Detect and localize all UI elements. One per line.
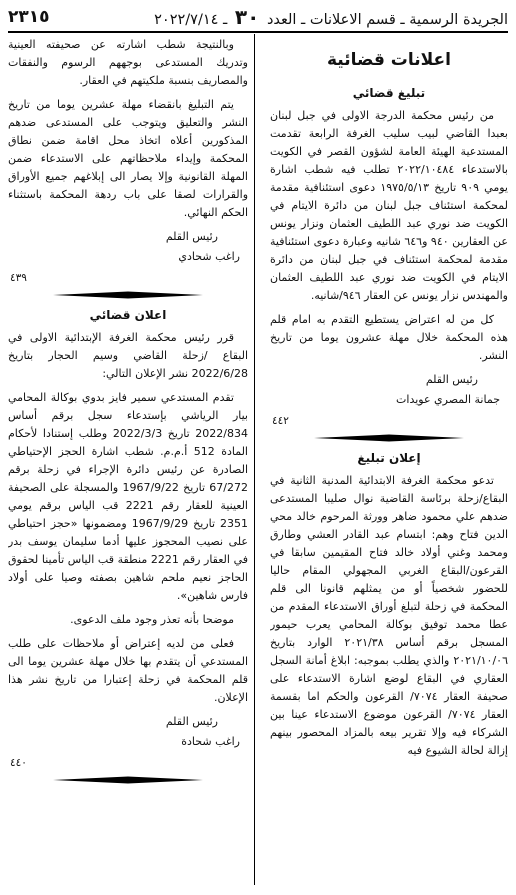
- signature-label: رئيس القلم: [165, 715, 218, 728]
- column-divider: [254, 34, 255, 885]
- issue-date: ـ ٢٠٢٢/٧/١٤: [154, 12, 228, 28]
- notice-title: تبليغ قضائي: [352, 86, 426, 100]
- notice-paragraph: من رئيس محكمة الدرجة الاولى في جبل لبنان بعبدا القاضي لبيب سليب الغرفة الرابعة تقدمت المستدعية الهيئة العامة لشؤون القصر في الكويت بالاستدعاء ٢٠٢٢/١٠٤٨٤ تطلب فيه شطب اشارة يومي ٩٠٩ تاريخ ١٩٧٥/٥/١٣ دعوى استئنافية مقدمة لمحكمة استئناف جبل لبنان من دائرة الايتام في الكويت ضد نوري عبد اللطيف العثمان ونزار يونس عن العقارين ٩٤٠ و٦٤٦ شانيه وعبارة دعوى استئنافية مقدمة لمحكمة استئناف في جبل لبنان من دائرة الايتام في الكويت ضد نوري عبد اللطيف العثمان والمهندس نزار يونس عن العقار ٩٤٦/شانيه.: [270, 109, 508, 302]
- signature-name: راغب شحادي: [178, 250, 240, 263]
- notice-reference: ٤٣٩: [10, 272, 27, 284]
- ornament-divider: [8, 775, 248, 785]
- ornament-divider: [8, 290, 248, 300]
- notice-paragraph: موضحا بأنه تعذر وجود ملف الدعوى.: [70, 613, 234, 626]
- running-title: [154, 5, 508, 29]
- notice-paragraph: يتم التبليغ بانقضاء مهلة عشرين يوما من تاريخ النشر والتعليق ويتوجب على المستدعى ضدهم المذكورين أعلاه اتخاذ محل اقامة ضمن نطاق المحكمة وإيداء ملاحظاتهم على الاستدعاء ضمن المهلة القانونية وإلا يصار الى إبلاغهم جميع الأوراق والقرارات لصقا على باب ردهة المحكمة باستثناء الحكم النهائي.: [8, 98, 248, 219]
- notice-paragraph: تدعو محكمة الغرفة الابتدائية المدنية الثانية في البقاع/زحلة برئاسة القاضية نوال صليبا المستدعى ضدهم علي محمود ضاهر وورثة المرحوم خالد محي الدين فتاح وهم: ابتسام عبد القادر العشي وطارق ومحمد وغني أولاد خالد فتاح المقيمين سابقا في القرعون/البقاع الغربي المجهولي المقام حاليا للحضور شخصياً أو من يمثلهم قانونا الى قلم المحكمة في زحلة لتبلغ أوراق الاستدعاء المقدم من عطا محمد توفيق بوكالة المحامي يعرب حيمور المسجل برقم أساس ٢٠٢١/٣٨ الوارد بتاريخ ٢٠٢١/١٠/٠٦ والذي يطلب بموجبه: ابلاغ أمانة السجل العقاري في البقاع لوضع اشارة الاستدعاء على صحيفة العقار ٧٠٧٤/ القرعون والحكم اما بقسمة العقار ٧٠٧٤/ القرعون موضوع الاستدعاء عينا بين الشركاء فيه وإلا تقرير بيعه بالمزاد المحصور بينهم إزالة لحالة الشيوع فيه: [270, 474, 508, 757]
- signature-name: راغب شحادة: [181, 735, 240, 748]
- notice-title: إعلان تبليغ: [357, 451, 421, 465]
- issue-number: ٣٠: [234, 5, 260, 29]
- page-number: ٢٣١٥: [8, 7, 50, 27]
- notice-paragraph: قرر رئيس محكمة الغرفة الإبتدائية الاولى في البقاع /زحلة القاضي وسيم الحجار بتاريخ 2022/6/28 نشر الإعلان التالي:: [8, 331, 248, 380]
- right-column: [270, 36, 508, 889]
- running-title-text: الجريدة الرسمية ـ قسم الاعلانات ـ العدد: [266, 12, 508, 28]
- notice-paragraph: تقدم المستدعي سمير فايز بدوي بوكالة المحامي بيار الرياشي بإستدعاء سجل برقم أساس 2022/834 تاريخ 2022/3/3 وطلب إستنادا لأحكام المادة 512 أ.م.م. شطب اشارة الحجز الإحتياطي الصادرة عن رئيس دائرة الإجراء في زحلة برقم 67/272 تاريخ 1967/9/22 والمسجلة على الصحيفة العينية للعقار رقم 2221 قب الياس برقم يومي 2351 تاريخ 1967/9/29 ومضمونها «حجز احتياطي على نصيب المحجوز عليها أدما سليمان يوسف بدر في العقار رقم 2221 منطقة قب الياس تأمينا لحقوق الحاجز نعيم ملحم شاهين بصفته وصيا على أولاد فارس شاهين».: [8, 391, 248, 602]
- notice-paragraph: وبالنتيجة شطب اشارته عن صحيفته العينية وتدريك المستدعى بوجههم الرسوم والنفقات والمصاريف بنسبة ملكيتهم في العقار.: [8, 38, 248, 87]
- notice-paragraph: فعلى من لديه إعتراض أو ملاحظات على طلب المستدعي أن يتقدم بها خلال مهلة عشرين يوما الى قلم المحكمة في زحلة إعتبارا من تاريخ نشر هذا الإعلان.: [8, 637, 248, 704]
- signature-label: رئيس القلم: [425, 373, 478, 386]
- page-title: اعلانات قضائية: [326, 50, 451, 70]
- left-column: [8, 36, 248, 889]
- header-rule: [8, 31, 508, 33]
- ornament-divider: [270, 433, 508, 443]
- signature-label: رئيس القلم: [165, 230, 218, 243]
- page-header: [8, 6, 508, 28]
- notice-paragraph: كل من له اعتراض يستطيع التقدم به امام قلم هذه المحكمة خلال مهلة عشرون يوما من تاريخ النشر.: [270, 313, 508, 362]
- notice-title: اعلان قضائي: [89, 308, 167, 322]
- signature-name: جمانة المصري عويدات: [396, 393, 500, 406]
- notice-reference: ٤٤٢: [272, 415, 289, 427]
- notice-reference: ٤٤٠: [10, 757, 27, 769]
